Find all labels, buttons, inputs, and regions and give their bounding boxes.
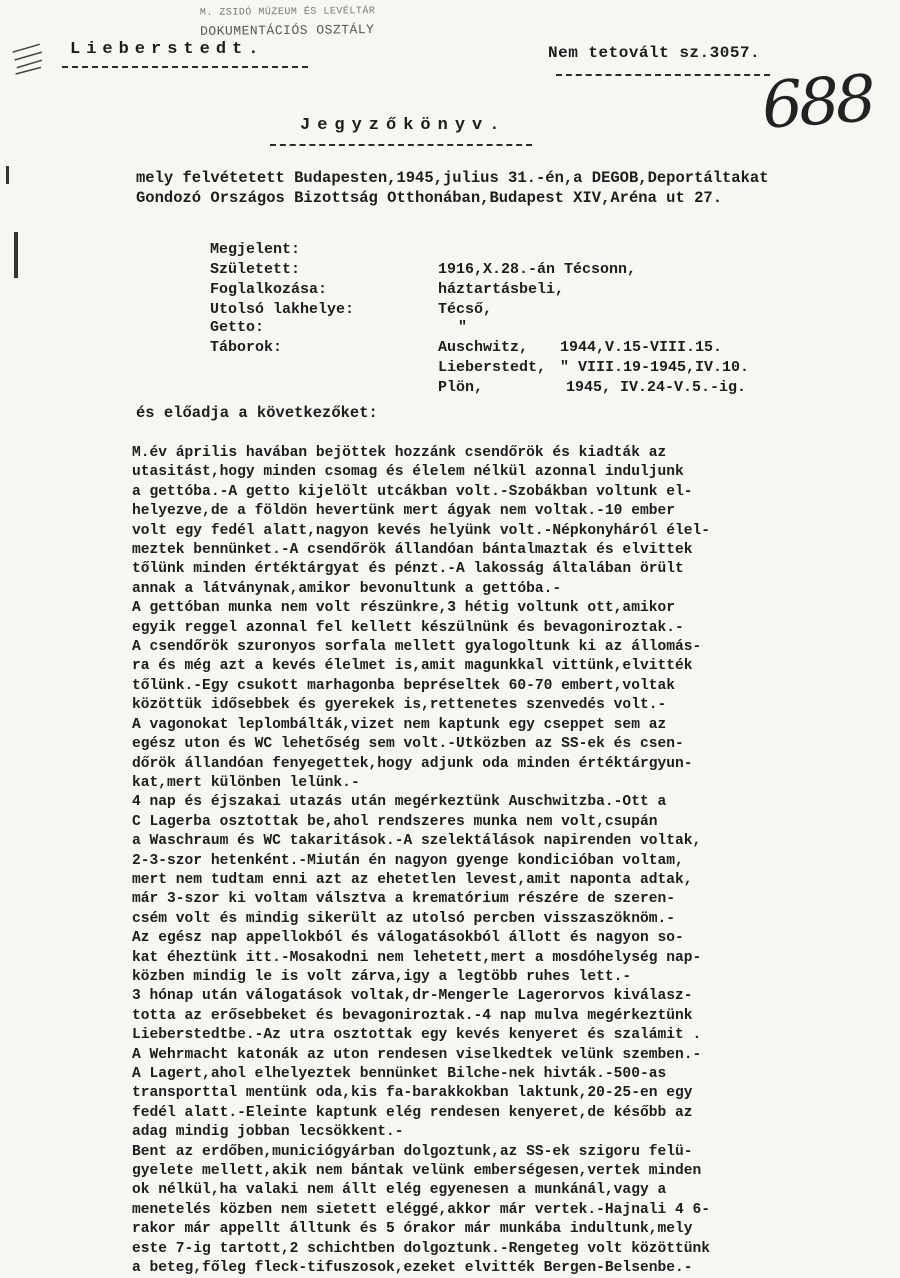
intro-paragraph: mely felvétetett Budapesten,1945,julius 31.-én,a DEGOB,Deportáltakat Gondozó Országos Bizottság Otthonában,Budapest XIV,Aréna ut 27. (136, 169, 769, 207)
body-line: totta az erősebbeket és bevagoniroztak.-4 nap mulva megérkeztünk (132, 1007, 693, 1024)
body-line: egész uton és WC lehetőség sem volt.-Utközben az SS-ek és csen- (132, 736, 684, 753)
body-line: közöttük idősebbek és gyerekek is,rettenetes szenvedés volt.- (132, 697, 667, 714)
field-label: Getto: (210, 319, 265, 336)
body-line: gyelete mellett,akik nem bántak velünk emberségesen,vertek minden (132, 1163, 702, 1180)
body-line: kat,mert különben lelünk.- (132, 774, 360, 791)
title-underline (270, 144, 532, 146)
body-line: annak a látványnak,amikor bevonultunk a gettóba.- (132, 580, 562, 597)
body-line: M.év április havában bejöttek hozzánk csendőrök és kiadták az (132, 445, 667, 461)
body-line: kat éheztünk itt.-Mosakodni nem lehetett,mert a mosdóhelység nap- (132, 949, 702, 966)
body-line: már 3-szor ki voltam válsztva a krematórium részére de szeren- (132, 891, 675, 908)
lead-line: és előadja a következőket: (136, 404, 378, 422)
body-line: adag mindig jobban lecsökkent.- (132, 1124, 404, 1141)
camp-entry-dates: 1945, IV.24-V.5.-ig. (566, 379, 747, 396)
field-label: Megjelent: (210, 241, 301, 258)
camp-heading: Lieberstedt. (70, 40, 265, 59)
body-line: tőlünk.-Egy csukott marhagonba bepréseltek 60-70 embert,voltak (132, 677, 675, 694)
body-line: a beteg,főleg fleck-tifuszosok,ezeket elvitték Bergen-Belsenbe.- (132, 1260, 693, 1277)
body-line: C Lagerba osztottak be,ahol rendszeres munka nem volt,csupán (132, 813, 658, 830)
field-label: Foglalkozása: (210, 281, 328, 298)
body-line: rakor már appellt álltunk és 5 órakor már munkába indultunk,mely (132, 1221, 693, 1238)
stamp-line-2: DOKUMENTÁCIÓS OSZTÁLY (200, 22, 375, 39)
field-value: " (458, 319, 468, 336)
camp-entry-dates: " VIII.19-1945,IV.10. (560, 359, 750, 376)
body-line: dőrök állandóan fenyegettek,hogy adjunk oda minden értéktárgyun- (132, 755, 693, 772)
document-title: Jegyzőkönyv. (300, 116, 507, 135)
archive-stamp (200, 3, 376, 41)
stamp-line-1: M. ZSIDÓ MÚZEUM ÉS LEVÉLTÁR (199, 6, 376, 19)
body-line: közben mindig le is volt zárva,igy a legtöbb ruhes lett.- (132, 968, 632, 985)
body-line: a gettóba.-A getto kijelölt utcákban volt.-Szobákban voltunk el- (132, 483, 693, 500)
body-line: meztek bennünket.-A csendőrök állandóan bántalmaztak és elvittek (132, 542, 693, 559)
body-line: A csendőrök szuronyos sorfala mellett gyalogoltunk ki az állomás- (132, 639, 702, 656)
camp-entry-name: Lieberstedt, (438, 359, 547, 376)
body-line: volt egy fedél alatt,nagyon kevés helyünk volt.-Népkonyháról élel- (132, 522, 711, 539)
field-label: Utolsó lakhelye: (210, 301, 355, 318)
body-line: ra és még azt a kevés élelmet is,amit magunkkal vittünk,elvitték (132, 658, 693, 675)
body-line: transporttal mentünk oda,kis fa-barakkokban laktunk,20-25-en egy (132, 1085, 693, 1102)
body-line: utasitást,hogy minden csomag és élelem nélkül azonnal induljunk (132, 464, 684, 481)
body-line: Bent az erdőben,municiógyárban dolgoztunk,az SS-ek szigoru felü- (132, 1143, 693, 1160)
document-number-underline (556, 74, 770, 76)
body-line: tőlünk minden értéktárgyat és pénzt.-A lakosság általában örült (132, 561, 684, 578)
body-line: helyezve,de a földön hevertünk mert ágyak nem voltak.-10 ember (132, 503, 675, 520)
body-line: ok nélkül,ha valaki nem állt elég egyenesen a munkánál,vagy a (132, 1182, 667, 1199)
scan-edge-mark (14, 232, 18, 278)
body-line: A vagonokat leplombálták,vizet nem kaptunk egy cseppet sem az (132, 716, 667, 733)
body-line: 4 nap és éjszakai utazás után megérkeztünk Auschwitzba.-Ott a (132, 794, 667, 811)
body-line: mert nem tudtam enni azt az ehetetlen levest,amit naponta adtak, (132, 871, 693, 888)
body-line: a Waschraum és WC takaritások.-A szelektálások napirenden voltak, (132, 833, 702, 850)
body-line: csém volt és mindig sikerült az utolsó percben visszaszöknöm.- (132, 910, 675, 927)
field-value: háztartásbeli, (438, 281, 565, 298)
body-line: A Wehrmacht katonák az uton rendesen viselkedtek velünk szemben.- (132, 1046, 702, 1063)
body-line: este 7-ig tartott,2 schichtben dolgoztunk.-Rengeteg volt közöttünk (132, 1240, 711, 1257)
camp-entry-name: Plön, (438, 379, 484, 396)
field-label: Táborok: (210, 339, 283, 356)
body-line: 2-3-szor hetenként.-Miután én nagyon gyenge kondicióban voltam, (132, 852, 684, 869)
field-value: Técső, (438, 301, 493, 318)
body-line: egyik reggel azonnal fel kellett készülnünk és bevagoniroztak.- (132, 619, 684, 636)
margin-scribble (10, 42, 49, 81)
document-number: Nem tetovált sz.3057. (548, 44, 761, 62)
camp-entry-dates: 1944,V.15-VIII.15. (560, 339, 723, 356)
testimony-body (132, 444, 837, 1278)
body-line: A gettóban munka nem volt részünkre,3 hétig voltunk ott,amikor (132, 600, 675, 617)
scan-edge-mark (6, 166, 9, 184)
camp-entry-name: Auschwitz, (438, 339, 529, 356)
body-line: Az egész nap appellokból és válogatásokból állott és nagyon so- (132, 930, 684, 947)
camp-heading-underline (62, 66, 308, 68)
body-line: 3 hónap után válogatások voltak,dr-Mengerle Lagerorvos kiválasz- (132, 988, 693, 1005)
body-line: menetelés közben nem sietett eléggé,akkor már vertek.-Hajnali 4 6- (132, 1201, 711, 1218)
field-value: 1916,X.28.-án Técsonn, (438, 261, 637, 278)
field-label: Született: (210, 261, 301, 278)
handwritten-number: 688 (759, 62, 875, 144)
body-line: fedél alatt.-Eleinte kaptunk elég rendesen kenyeret,de később az (132, 1104, 693, 1121)
body-line: Lieberstedtbe.-Az utra osztottak egy kevés kenyeret és szalámit . (132, 1027, 702, 1044)
body-line: A Lagert,ahol elhelyeztek bennünket Bilche-nek hivták.-500-as (132, 1066, 667, 1082)
